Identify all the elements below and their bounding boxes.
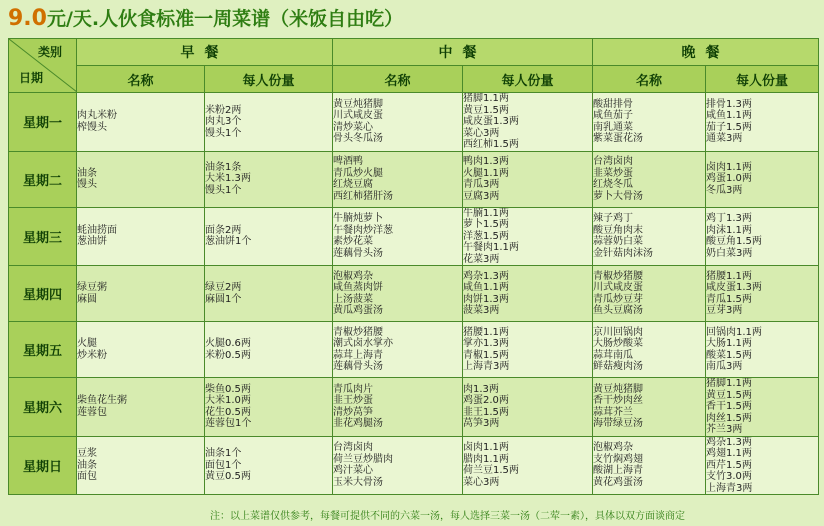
- lunch-name-header: 名称: [333, 66, 463, 93]
- breakfast-names-cell: [77, 93, 205, 152]
- lunch-names-cell: [333, 266, 463, 322]
- dish-name: 紫菜蛋花汤: [593, 133, 643, 145]
- dish-name: 玉米大骨汤: [333, 476, 383, 488]
- dish-name: 蒜茸芥兰: [593, 406, 633, 418]
- dish-name: 大肠炒酸菜: [593, 338, 643, 349]
- portion-line: 鸡翅1.1两: [706, 448, 752, 459]
- portion-line: 肉丝1.5两: [706, 412, 752, 424]
- portion-line: 猪脚1.1两: [463, 93, 509, 104]
- dish-name: 绿豆粥: [77, 282, 107, 293]
- lunch-portions-cell: [463, 436, 593, 495]
- dish-name: 咸鱼茄子: [593, 110, 633, 122]
- portion-line: 馒头1个: [205, 184, 242, 196]
- dish-name: 油条: [77, 167, 97, 179]
- breakfast-names-cell: [77, 378, 205, 437]
- dish-name: 酸豆角肉末: [593, 224, 643, 236]
- portion-line: 肉沫1.1两: [706, 224, 752, 236]
- dish-name: 辣子鸡丁: [593, 213, 633, 225]
- dish-name: 泡椒鸡杂: [333, 270, 373, 282]
- dinner-names-cell: [593, 378, 706, 437]
- portion-line: 肉丸3个: [205, 116, 242, 127]
- portion-line: 猪腰1.1两: [706, 270, 752, 282]
- portion-line: 奶白菜3两: [706, 247, 753, 259]
- dish-name: 啤酒鸭: [333, 156, 363, 167]
- dinner-names-cell: [593, 207, 706, 266]
- breakfast-names-cell: [77, 436, 205, 495]
- portion-line: 菜心3两: [463, 127, 500, 139]
- portion-line: 大米1.0两: [205, 395, 251, 407]
- dish-name: 南乳通菜: [593, 121, 633, 133]
- portion-line: 花生0.5两: [205, 406, 251, 418]
- dish-name: 黄豆炖猪脚: [333, 98, 383, 110]
- dish-name: 肉丸米粉: [77, 110, 117, 122]
- dinner-names-cell: [593, 93, 706, 152]
- category-label: 类别: [37, 45, 62, 59]
- portion-line: 绿豆2两: [205, 282, 242, 293]
- portion-line: 油条1条: [205, 161, 242, 173]
- portion-line: 芥兰3两: [706, 424, 743, 435]
- dish-name: 蚝油捞面: [77, 224, 117, 236]
- dish-name: 川式咸皮蛋: [333, 110, 383, 122]
- portion-line: 米粉0.5两: [205, 349, 251, 361]
- portion-line: 菠菜3两: [463, 305, 500, 316]
- dish-name: 牛腩炖萝卜: [333, 213, 383, 225]
- date-label: 日期: [19, 71, 44, 85]
- portion-line: 鸡蛋2.0两: [463, 395, 509, 407]
- day-label: 星期三: [9, 207, 77, 266]
- dish-name: 鱼头豆腐汤: [593, 305, 643, 316]
- lunch-portions-cell: [463, 266, 593, 322]
- portion-line: 面包1个: [205, 459, 242, 471]
- portion-line: 香干1.5两: [706, 401, 752, 412]
- dish-name: 面包: [77, 471, 97, 482]
- lunch-portions-cell: [463, 151, 593, 207]
- breakfast-portion-header: 每人份量: [205, 66, 333, 93]
- lunch-names-cell: [333, 93, 463, 152]
- breakfast-name-header: 名称: [77, 66, 205, 93]
- breakfast-portions-cell: [205, 322, 333, 378]
- dinner-names-cell: [593, 436, 706, 495]
- portion-line: 豆芽3两: [706, 305, 743, 316]
- portion-line: 大米1.3两: [205, 173, 251, 185]
- dinner-portions-cell: [706, 207, 819, 266]
- dish-name: 蒜茸上海青: [333, 349, 383, 361]
- dinner-portions-cell: [706, 266, 819, 322]
- portion-line: 上海青3两: [706, 482, 753, 494]
- lunch-portions-cell: [463, 378, 593, 437]
- portion-line: 油条1个: [205, 448, 242, 459]
- portion-line: 咸鱼1.1两: [463, 282, 509, 293]
- portion-line: 莴笋3两: [463, 418, 500, 430]
- portion-line: 鸡丁1.3两: [706, 213, 752, 225]
- portion-line: 鸭肉1.3两: [463, 156, 509, 167]
- portion-line: 黄豆0.5两: [205, 471, 251, 482]
- dish-name: 红烧冬瓜: [593, 179, 633, 190]
- day-label: 星期一: [9, 93, 77, 152]
- portion-line: 西芹1.5两: [706, 459, 752, 471]
- portion-line: 咸鱼1.1两: [706, 110, 752, 122]
- lunch-names-cell: [333, 436, 463, 495]
- dinner-portions-cell: [706, 322, 819, 378]
- breakfast-portions-cell: [205, 266, 333, 322]
- portion-line: 支竹3.0两: [706, 471, 752, 482]
- portion-line: 腊肉1.1两: [463, 453, 509, 465]
- dish-name: 黄瓜鸡蛋汤: [333, 305, 383, 316]
- dish-name: 莲蓉包: [77, 406, 107, 418]
- lunch-names-cell: [333, 207, 463, 266]
- dish-name: 荷兰豆炒腊肉: [333, 453, 393, 465]
- portion-line: 鸡蛋1.0两: [706, 173, 752, 185]
- day-label: 星期六: [9, 378, 77, 437]
- dinner-names-cell: [593, 151, 706, 207]
- day-row: [9, 151, 819, 207]
- dinner-portions-cell: [706, 151, 819, 207]
- day-row: [9, 322, 819, 378]
- portion-line: 麻圆1个: [205, 293, 242, 305]
- dish-name: 黄豆炖猪脚: [593, 383, 643, 395]
- dish-name: 韭花鸡腿汤: [333, 418, 383, 430]
- day-row: [9, 207, 819, 266]
- dish-name: 骨头冬瓜汤: [333, 133, 383, 145]
- dish-name: 柴鱼花生粥: [77, 395, 127, 407]
- portion-line: 面条2两: [205, 224, 242, 236]
- day-row: [9, 378, 819, 437]
- day-label: 星期二: [9, 151, 77, 207]
- dish-name: 川式咸皮蛋: [593, 282, 643, 293]
- portion-line: 花菜3两: [463, 253, 500, 265]
- title-text: 元/天.人伙食标准一周菜谱（米饭自由吃）: [46, 8, 404, 30]
- portion-line: 馒头1个: [205, 127, 242, 139]
- portion-line: 火腿0.6两: [205, 338, 251, 349]
- dish-name: 上汤菠菜: [333, 293, 373, 305]
- dinner-names-cell: [593, 266, 706, 322]
- dish-name: 鸡汁菜心: [333, 465, 373, 477]
- portion-line: 回锅肉1.1两: [706, 326, 762, 338]
- lunch-header: 中餐: [333, 39, 593, 66]
- portion-line: 猪腰1.1两: [463, 326, 509, 338]
- dish-name: 京川回锅肉: [593, 326, 643, 338]
- breakfast-names-cell: [77, 322, 205, 378]
- portion-line: 黄豆1.5两: [463, 104, 509, 116]
- lunch-portion-header: 每人份量: [463, 66, 593, 93]
- dish-name: 台湾卤肉: [593, 156, 633, 167]
- portion-line: 肉1.3两: [463, 383, 499, 395]
- day-row: [9, 436, 819, 495]
- dish-name: 支竹焖鸡翅: [593, 453, 643, 465]
- breakfast-portions-cell: [205, 93, 333, 152]
- dinner-portions-cell: [706, 436, 819, 495]
- dish-name: 火腿: [77, 338, 97, 349]
- dish-name: 韭王炒蛋: [333, 395, 373, 407]
- lunch-portions-cell: [463, 93, 593, 152]
- dish-name: 金针菇肉沫汤: [593, 247, 653, 259]
- dish-name: 素炒花菜: [333, 236, 373, 248]
- portion-line: 咸皮蛋1.3两: [463, 116, 519, 127]
- portion-line: 青瓜3两: [463, 179, 500, 190]
- dish-name: 莲藕骨头汤: [333, 361, 383, 372]
- breakfast-portions-cell: [205, 378, 333, 437]
- portion-line: 酸豆角1.5两: [706, 236, 762, 248]
- portion-line: 酸菜1.5两: [706, 349, 752, 361]
- portion-line: 荷兰豆1.5两: [463, 465, 519, 477]
- portion-line: 萝卜1.5两: [463, 219, 509, 230]
- dinner-portions-cell: [706, 378, 819, 437]
- breakfast-header: 早餐: [77, 39, 333, 66]
- breakfast-portions-cell: [205, 436, 333, 495]
- portion-line: 青瓜1.5两: [706, 293, 752, 305]
- dish-name: 黄花鸡蛋汤: [593, 476, 643, 488]
- day-label: 星期日: [9, 436, 77, 495]
- breakfast-names-cell: [77, 207, 205, 266]
- dish-name: 红烧豆腐: [333, 179, 373, 190]
- portion-line: 通菜3两: [706, 133, 743, 145]
- portion-line: 葱油饼1个: [205, 236, 252, 248]
- menu-body: [9, 93, 819, 495]
- dish-name: 馒头: [77, 179, 97, 190]
- portion-line: 掌亦1.3两: [463, 338, 509, 349]
- portion-line: 茄子1.5两: [706, 121, 752, 133]
- dish-name: 青瓜炒火腿: [333, 167, 383, 179]
- header-row-sub: [9, 66, 819, 93]
- portion-line: 大肠1.1两: [706, 338, 752, 349]
- dish-name: 酸湖上海青: [593, 465, 643, 477]
- portion-line: 咸皮蛋1.3两: [706, 282, 762, 293]
- dish-name: 青椒炒猪腰: [333, 326, 383, 338]
- portion-line: 青椒1.5两: [463, 349, 509, 361]
- portion-line: 牛腩1.1两: [463, 207, 509, 219]
- dish-name: 香干炒肉丝: [593, 395, 643, 407]
- dish-name: 鲜菇瘦肉汤: [593, 361, 643, 372]
- dish-name: 炒米粉: [77, 349, 107, 361]
- portion-line: 韭王1.5两: [463, 406, 509, 418]
- dish-name: 葱油饼: [77, 236, 107, 248]
- dish-name: 海带绿豆汤: [593, 418, 643, 430]
- dish-name: 油条: [77, 459, 97, 471]
- day-row: [9, 93, 819, 152]
- portion-line: 鸡杂1.3两: [463, 270, 509, 282]
- page-title: [8, 4, 403, 32]
- dish-name: 麻圆: [77, 293, 97, 305]
- day-label: 星期五: [9, 322, 77, 378]
- portion-line: 排骨1.3两: [706, 98, 752, 110]
- dinner-header: 晚餐: [593, 39, 819, 66]
- portion-line: 西红柿1.5两: [463, 139, 519, 150]
- dish-name: 韭菜炒蛋: [593, 167, 633, 179]
- dish-name: 青椒炒猪腰: [593, 270, 643, 282]
- breakfast-portions-cell: [205, 207, 333, 266]
- dish-name: 萝卜大骨汤: [593, 190, 643, 202]
- dish-name: 清炒菜心: [333, 121, 373, 133]
- portion-line: 卤肉1.1两: [463, 442, 509, 454]
- portion-line: 猪脚1.1两: [706, 378, 752, 389]
- lunch-names-cell: [333, 378, 463, 437]
- portion-line: 上海青3两: [463, 361, 510, 372]
- lunch-portions-cell: [463, 322, 593, 378]
- dish-name: 午餐肉炒洋葱: [333, 224, 393, 236]
- dinner-names-cell: [593, 322, 706, 378]
- dish-name: 咸鱼蒸肉饼: [333, 282, 383, 293]
- dish-name: 酸甜排骨: [593, 98, 633, 110]
- dish-name: 莲藕骨头汤: [333, 247, 383, 259]
- dish-name: 泡椒鸡杂: [593, 442, 633, 454]
- dish-name: 蒜蓉奶白菜: [593, 236, 643, 248]
- portion-line: 南瓜3两: [706, 361, 743, 372]
- portion-line: 午餐肉1.1两: [463, 242, 519, 253]
- dish-name: 清炒莴笋: [333, 406, 373, 418]
- portion-line: 菜心3两: [463, 476, 500, 488]
- weekly-menu-table: [8, 38, 819, 495]
- dish-name: 蒜茸南瓜: [593, 349, 633, 361]
- dish-name: 西红柿猪肝汤: [333, 190, 393, 202]
- day-row: [9, 266, 819, 322]
- dish-name: 豆浆: [77, 448, 97, 459]
- breakfast-names-cell: [77, 266, 205, 322]
- dish-name: 台湾卤肉: [333, 442, 373, 454]
- portion-line: 豆腐3两: [463, 190, 500, 202]
- portion-line: 卤肉1.1两: [706, 161, 752, 173]
- breakfast-portions-cell: [205, 151, 333, 207]
- lunch-names-cell: [333, 322, 463, 378]
- price-label: 9.0: [8, 6, 47, 31]
- lunch-names-cell: [333, 151, 463, 207]
- portion-line: 火腿1.1两: [463, 167, 509, 179]
- portion-line: 鸡杂1.3两: [706, 436, 752, 448]
- dinner-portions-cell: [706, 93, 819, 152]
- portion-line: 肉饼1.3两: [463, 293, 509, 305]
- dish-name: 潮式卤水掌亦: [333, 338, 393, 349]
- portion-line: 莲蓉包1个: [205, 418, 252, 430]
- dish-name: 青瓜肉片: [333, 383, 373, 395]
- portion-line: 柴鱼0.5两: [205, 383, 251, 395]
- dinner-portion-header: 每人份量: [706, 66, 819, 93]
- portion-line: 米粉2两: [205, 104, 242, 116]
- portion-line: 黄豆1.5两: [706, 389, 752, 401]
- dish-name: 榨馒头: [77, 121, 107, 133]
- lunch-portions-cell: [463, 207, 593, 266]
- day-label: 星期四: [9, 266, 77, 322]
- dinner-name-header: 名称: [593, 66, 706, 93]
- dish-name: 青瓜炒豆芽: [593, 293, 643, 305]
- header-corner: [9, 39, 77, 93]
- portion-line: 冬瓜3两: [706, 184, 743, 196]
- header-row-meals: [9, 39, 819, 66]
- breakfast-names-cell: [77, 151, 205, 207]
- footnote: 注：以上菜谱仅供参考，每餐可提供不同的六菜一汤，每人选择三菜一汤（二荤一素），具体以双方面谈商定: [210, 511, 685, 522]
- portion-line: 洋葱1.5两: [463, 230, 509, 242]
